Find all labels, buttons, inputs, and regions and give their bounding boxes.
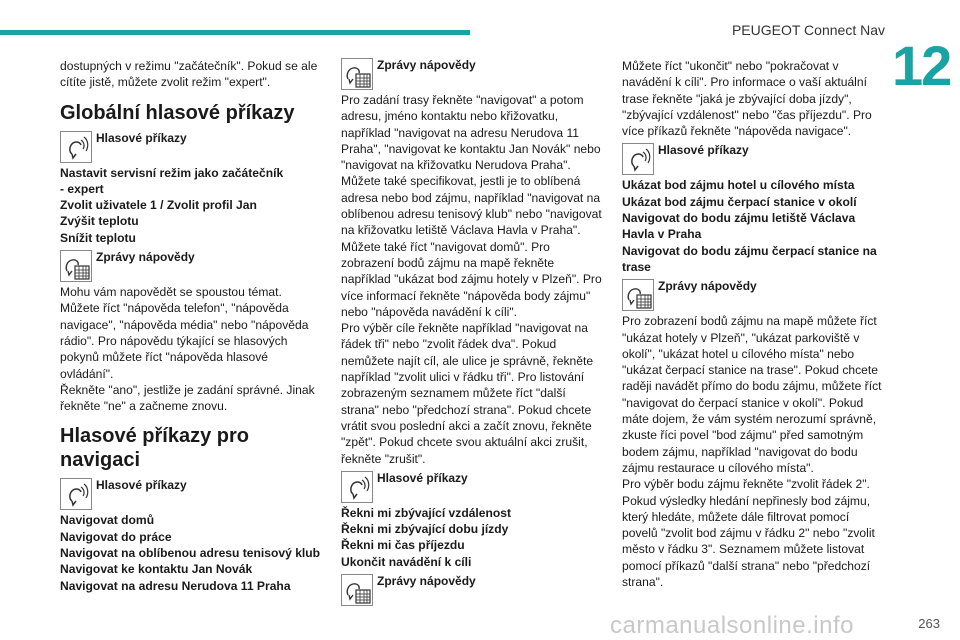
voice-commands-label: Hlasové příkazy xyxy=(658,143,749,158)
help-message-icon xyxy=(622,279,654,311)
commands-list: Navigovat domů Navigovat do práce Navigovat na oblíbenou adresu tenisový klub Navigovat ke kontaktu Jan Novák Navigovat na adresu Nerudova 11 Praha xyxy=(60,513,321,593)
voice-commands-label: Hlasové příkazy xyxy=(96,130,187,145)
page-number: 263 xyxy=(918,616,940,631)
help-message-icon xyxy=(60,250,92,282)
intro-text: Můžete říct "ukončit" nebo "pokračovat v navádění k cíli". Pro informace o vaší aktuální trase řekněte "jaká je zbývající doba jízdy", "zbývající vzdálenost" nebo "čas příjezdu". Pro více příkazů řekněte "nápověda navigace". xyxy=(622,59,872,139)
header-accent-bar xyxy=(0,30,470,35)
commands-list: Řekni mi zbývající vzdálenost Řekni mi zbývající dobu jízdy Řekni mi čas příjezdu Ukončit navádění k cíli xyxy=(341,505,512,569)
help-messages-callout xyxy=(622,279,887,311)
voice-commands-callout xyxy=(341,471,606,503)
help-text: Mohu vám napovědět se spoustou témat. Můžete říct "nápověda telefon", "nápověda navigace", "nápověda média" nebo "nápověda rádio". Pro nápovědu týkající se hlasových pokynů můžete říct "nápověda hlasové ovládání". Řekněte "ano", jestliže je zadání správné. Jinak řekněte "ne" a začneme znovu. xyxy=(60,285,315,414)
help-messages-callout xyxy=(341,574,606,606)
help-messages-label: Zprávy nápovědy xyxy=(96,250,195,265)
help-messages-callout xyxy=(341,58,606,90)
voice-commands-callout xyxy=(60,131,322,163)
help-messages-callout xyxy=(60,250,322,282)
voice-command-icon xyxy=(622,143,654,175)
column-1 xyxy=(60,58,322,594)
intro-text: dostupných v režimu "začátečník". Pokud se ale cítíte jistě, můžete zvolit režim "expert". xyxy=(60,59,318,90)
help-text: Pro zobrazení bodů zájmu na mapě můžete říct "ukázat hotely v Plzeň", "ukázat parkoviště v okolí", "ukázat hotel u cílového místa" nebo "ukázat čerpací stanice na trase". Pokud chcete raději navádět přímo do bodu zájmu, můžete říct "navigovat do čerpací stanice v okolí". Pokud máte dojem, že vám systém nerozumí správně, zkuste říci povel "bod zájmu" před samotným bodem zájmu, například "navigovat do bodu zájmu restaurace u cílového místa". Pro výběr bodu zájmu řekněte "zvolit řádek 2". Pokud výsledky hledání nepřinesly bod zájmu, který hledáte, můžete dále filtrovat pomocí povelů "zvolit bod zájmu v řádku 2" nebo "zvolit město v řádku 3". Seznamem můžete listovat pomocí příkazů "další strana" nebo "předchozí strana". xyxy=(622,314,882,590)
help-messages-label: Zprávy nápovědy xyxy=(658,279,757,294)
column-2 xyxy=(341,58,606,608)
section-heading-global: Globální hlasové příkazy xyxy=(60,101,295,124)
voice-commands-callout xyxy=(60,478,322,510)
help-messages-label: Zprávy nápovědy xyxy=(377,58,476,72)
voice-commands-callout xyxy=(622,143,887,175)
voice-commands-label: Hlasové příkazy xyxy=(377,470,468,485)
help-message-icon xyxy=(341,574,373,606)
header-title: PEUGEOT Connect Nav xyxy=(731,22,885,38)
section-heading-navigation: Hlasové příkazy pro navigaci xyxy=(60,425,249,472)
column-3 xyxy=(622,58,887,590)
voice-command-icon xyxy=(341,471,373,503)
help-messages-label: Zprávy nápovědy xyxy=(377,574,476,589)
help-message-icon xyxy=(341,58,373,90)
chapter-number: 12 xyxy=(892,34,951,97)
commands-list: Nastavit servisní režim jako začátečník - expert Zvolit uživatele 1 / Zvolit profil Jan Zvýšit teplotu Snížit teplotu xyxy=(60,165,284,245)
voice-commands-label: Hlasové příkazy xyxy=(96,478,187,493)
voice-command-icon xyxy=(60,478,92,510)
commands-list: Ukázat bod zájmu hotel u cílového místa Ukázat bod zájmu čerpací stanice v okolí Navigovat do bodu zájmu letiště Václava Havla v Praha Navigovat do bodu zájmu čerpací stanice na trase xyxy=(622,178,877,274)
voice-command-icon xyxy=(60,131,92,163)
help-text: Pro zadání trasy řekněte "navigovat" a potom adresu, jméno kontaktu nebo křižovatku, například "navigovat na adresu Nerudova 11 Praha", "navigovat ke kontaktu Jan Novák" nebo "navigovat na křižovatku Nerudova Praha". Můžete také specifikovat, jestli je to oblíbená adresa nebo bod zájmu, například "navigovat na oblíbenou adresu tenisový klub" nebo "navigovat na křižovatku letiště Václava Havla v Praha". Můžete také říct "navigovat domů". Pro zobrazení bodů zájmu na mapě řekněte například "ukázat bod zájmu hotely v Plzeň". Pro více informací řekněte "nápověda body zájmu" nebo "nápověda navádění k cíli". Pro výběr cíle řekněte například "navigovat na řádek tři" nebo "zvolit řádek dva". Pokud nemůžete najít cíl, ale ulice je správně, řekněte například "zvolit ulici v řádku tři". Pro listování zobrazeným seznamem můžete říct "další strana" nebo "předchozí strana". Pokud chcete vrátit svou poslední akci a začít znovu, řekněte "zpět". Pokud chcete svou aktuální akci zrušit, řekněte "zrušit". xyxy=(341,93,602,466)
watermark: carmanualsonline.info xyxy=(610,612,854,639)
